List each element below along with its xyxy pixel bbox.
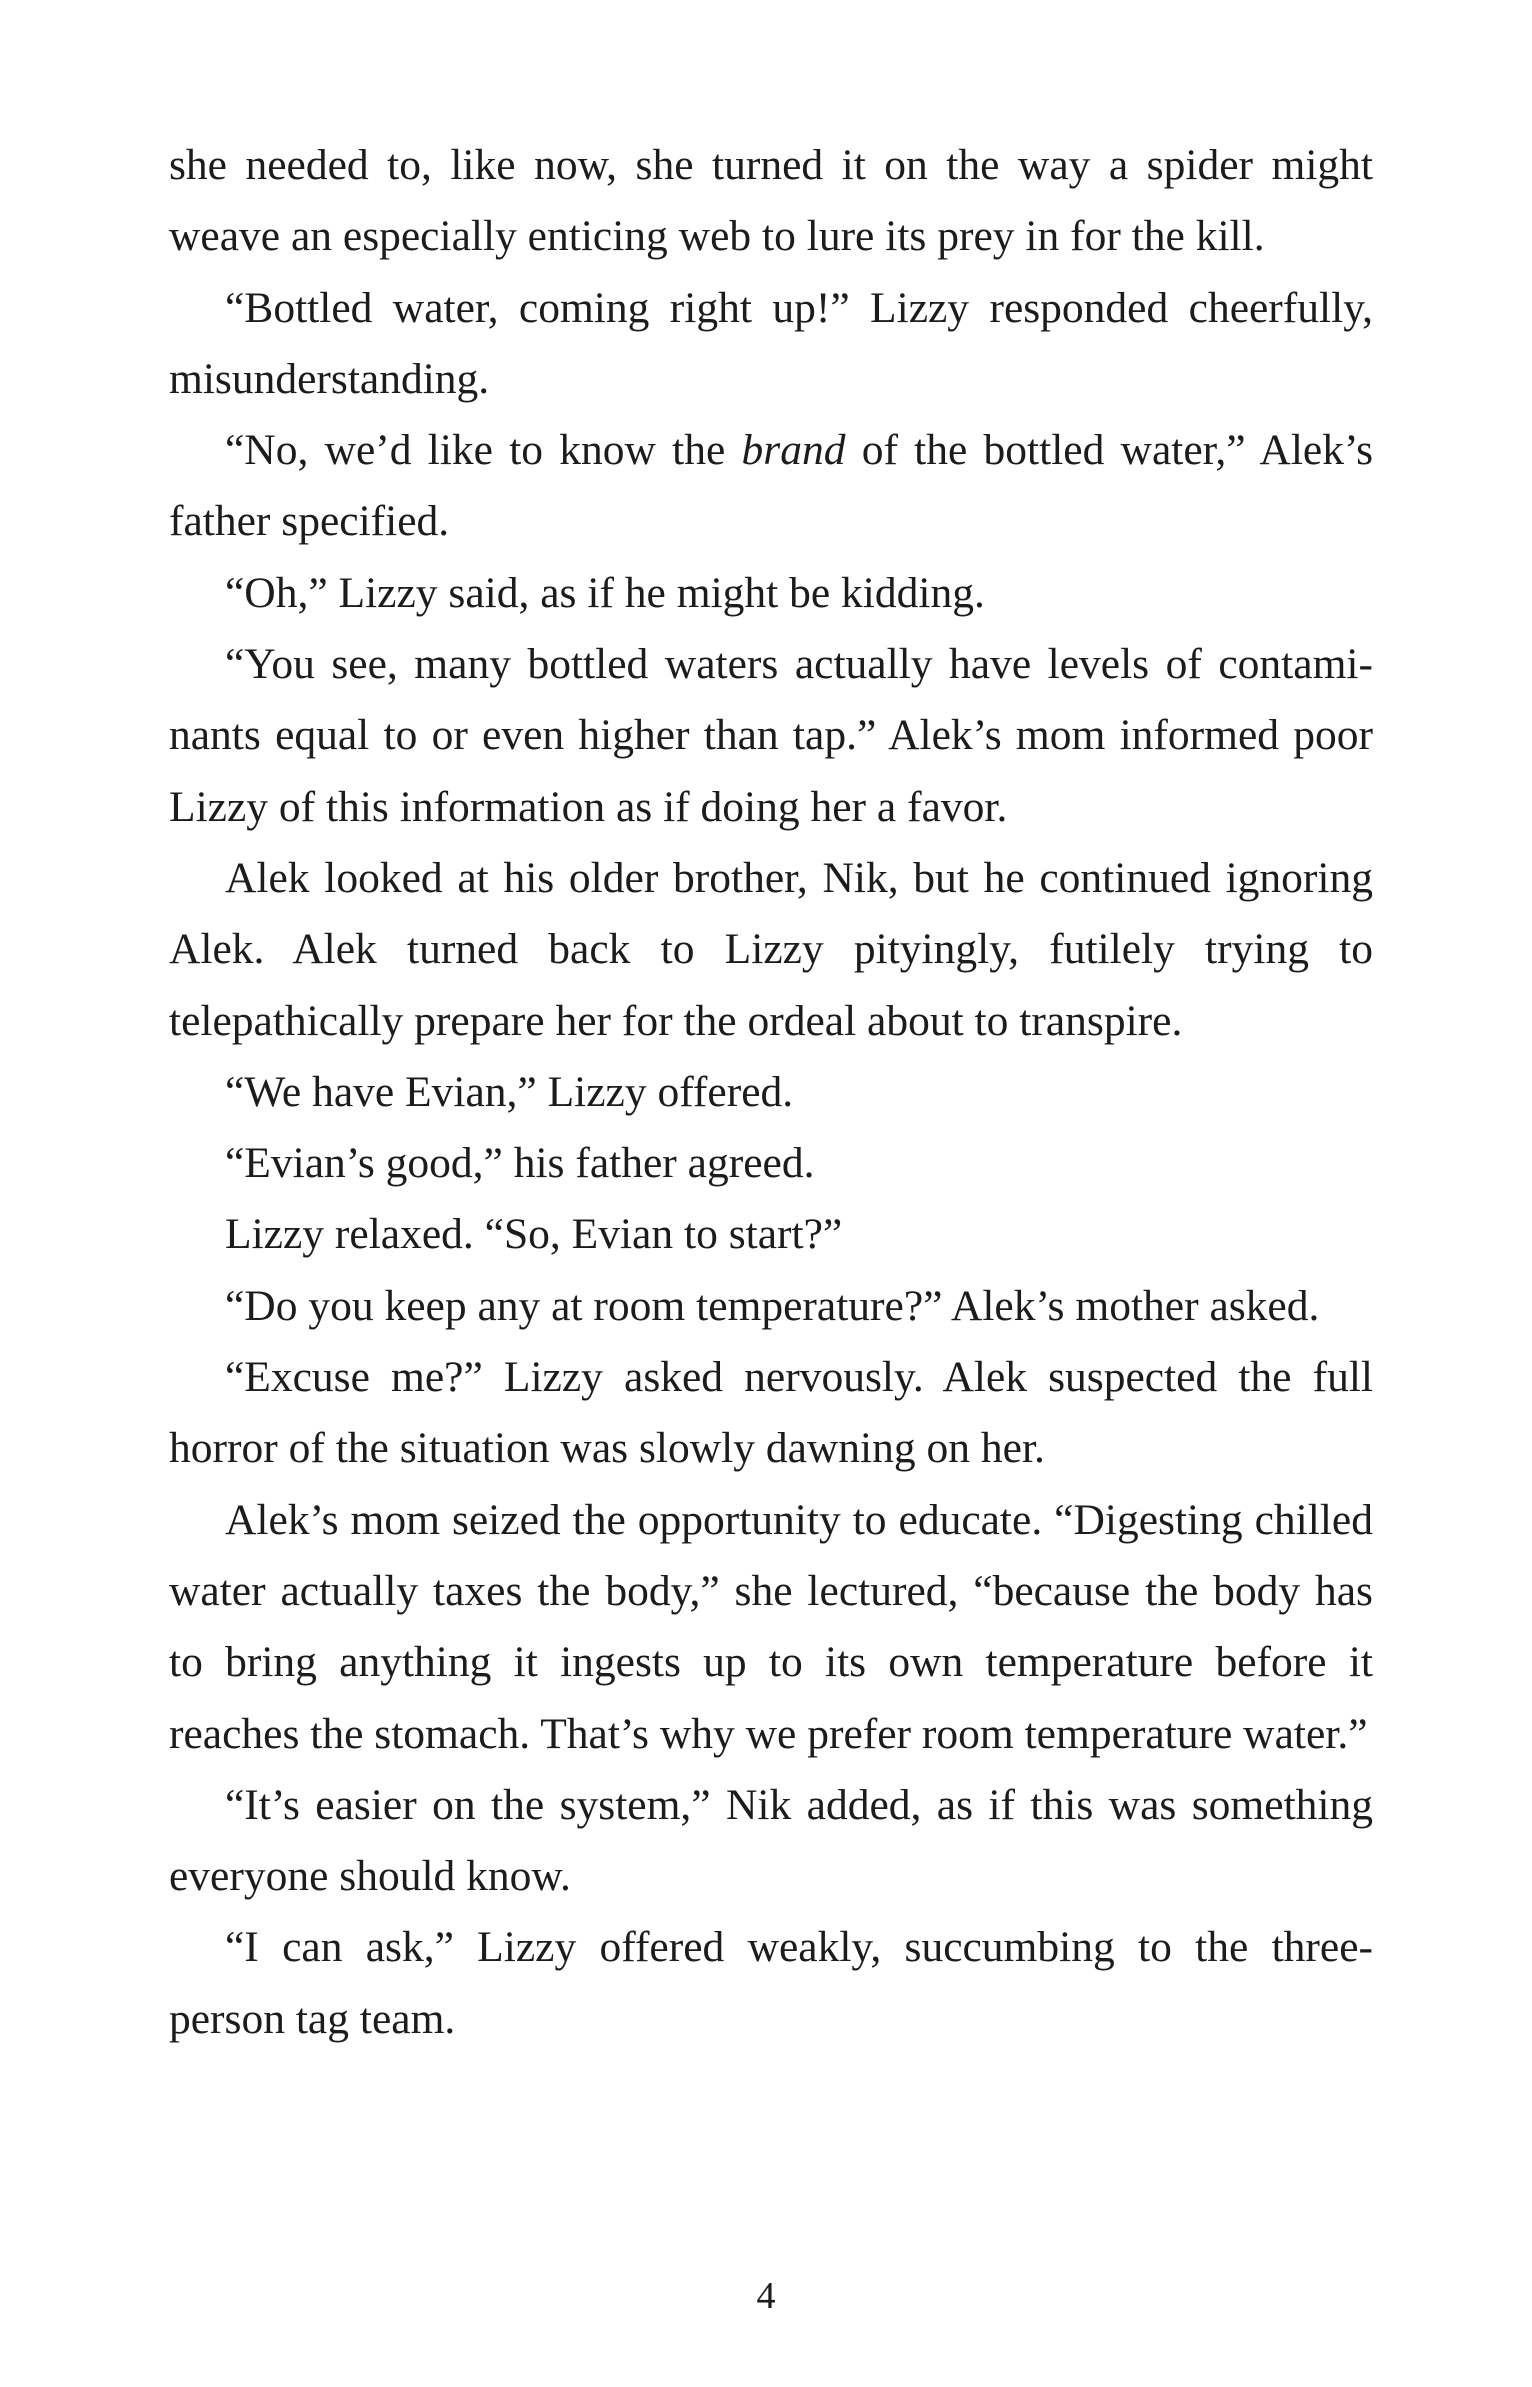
paragraph [169, 415, 1373, 558]
paragraph-text: “Oh,” Lizzy said, as if he might be kidding. [225, 568, 985, 617]
paragraph [169, 1128, 1373, 1199]
page-body [169, 130, 1373, 2055]
paragraph [169, 273, 1373, 416]
paragraph [169, 1342, 1373, 1485]
paragraph-text: Alek looked at his older brother, Nik, but he continued ignoring Alek. Alek turned back to Lizzy pityingly, futilely trying to telepathically prepare her for the ordeal about to transpire. [169, 853, 1373, 1045]
paragraph-text: “It’s easier on the system,” Nik added, as if this was something everyone should know. [169, 1780, 1373, 1901]
paragraph [169, 1485, 1373, 1770]
paragraph-text: “Bottled water, coming right up!” Lizzy responded cheerfully, misunderstanding. [169, 283, 1373, 403]
paragraph-text: “We have Evian,” Lizzy offered. [225, 1067, 794, 1116]
paragraph [169, 629, 1373, 843]
emphasis-text: brand [741, 426, 846, 475]
paragraph-text: “Evian’s good,” his father agreed. [225, 1139, 815, 1188]
paragraph [169, 130, 1373, 273]
paragraph [169, 1199, 1373, 1270]
paragraph [169, 843, 1373, 1057]
paragraph-text: she needed to, like now, she turned it on the way a spider might weave an especially enticing web to lure its prey in for the kill. [169, 141, 1373, 261]
paragraph-text: “I can ask,” Lizzy offered weakly, succumbing to the three-person tag team. [169, 1923, 1373, 2043]
paragraph-text: “Excuse me?” Lizzy asked nervously. Alek suspected the full horror of the situation was slowly dawning on her. [169, 1353, 1373, 1473]
paragraph-text: “You see, many bottled waters actually have levels of contaminants equal to or even higher than tap.” Alek’s mom informed poor Lizzy of this information as if doing her a favor. [169, 640, 1373, 831]
paragraph-text: Alek’s mom seized the opportunity to educate. “Digesting chilled water actually taxes the body,” she lectured, “because the body has to bring anything it ingests up to its own temperature before it reaches the stomach. That’s why we prefer room temperature water.” [169, 1495, 1373, 1758]
paragraph-text: “Do you keep any at room temperature?” Alek’s mother asked. [225, 1281, 1320, 1330]
paragraph-text: of the bottled water,” Alek’s father specified. [169, 426, 1373, 546]
paragraph [169, 1271, 1373, 1342]
paragraph [169, 1057, 1373, 1128]
paragraph-text: Lizzy relaxed. “So, Evian to start?” [225, 1210, 843, 1259]
paragraph-text: “No, we’d like to know the [225, 426, 742, 475]
paragraph [169, 1912, 1373, 2055]
paragraph [169, 1770, 1373, 1913]
paragraph [169, 558, 1373, 629]
page-number: 4 [756, 2275, 776, 2317]
